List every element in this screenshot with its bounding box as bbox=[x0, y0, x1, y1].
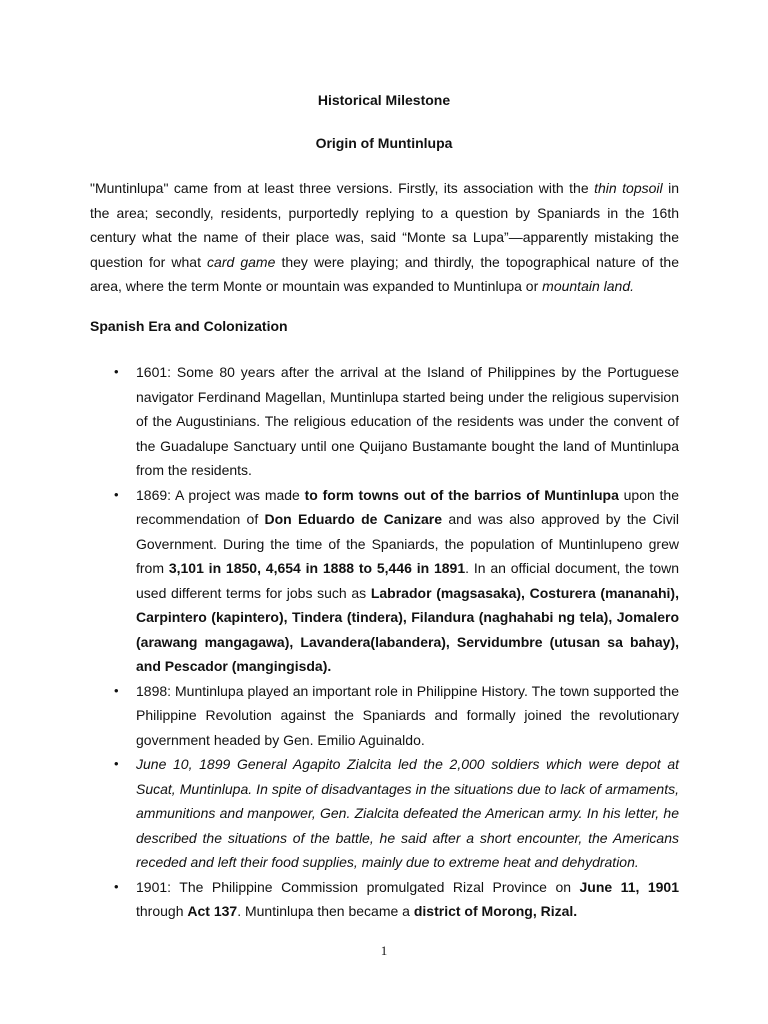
timeline-item-1901 bbox=[90, 875, 679, 924]
timeline-item-1899 bbox=[90, 752, 679, 875]
bullet-run-bold: to form towns out of the barrios of Muntinlupa bbox=[304, 486, 619, 503]
document-subtitle: Origin of Muntinlupa bbox=[315, 135, 453, 151]
intro-run: in the area; secondly, residents, purportedly replying to a question by Spaniards in the 16th century what the name of their place was, said “Monte sa Lupa”—apparently mistaking the question for what bbox=[90, 180, 679, 270]
timeline-item-1601 bbox=[90, 360, 679, 483]
bullet-run-bold: 3,101 in 1850, 4,654 in 1888 to 5,446 in 1891 bbox=[168, 560, 466, 576]
intro-run: "Muntinlupa" came from at least three versions. Firstly, its association with the bbox=[90, 180, 595, 196]
bullet-run: . In an official document, the town used different terms for jobs such as bbox=[136, 560, 680, 601]
bullet-run: upon the recommendation of bbox=[136, 486, 680, 527]
intro-run-italic: thin topsoil bbox=[594, 180, 663, 196]
section-heading: Spanish Era and Colonization bbox=[90, 318, 288, 334]
intro-run-italic: mountain land. bbox=[542, 278, 634, 294]
bullet-run-bold: district of Morong, Rizal. bbox=[413, 903, 578, 919]
intro-run-italic: card game bbox=[207, 253, 276, 270]
bullet-run: and was also approved by the Civil Government. During the time of the Spaniards, the population of Muntinlupeno grew from bbox=[136, 511, 680, 576]
bullet-run: 1898: Muntinlupa played an important role in Philippine History. The town supported the Philippine Revolution against the Spaniards and formally joined the revolutionary government headed by Gen. Emilio Aguinaldo. bbox=[136, 682, 679, 748]
timeline-item-1869 bbox=[90, 483, 679, 679]
bullet-run: through bbox=[136, 903, 188, 919]
intro-run: they were playing; and thirdly, the topographical nature of the area, where the term Monte or mountain was expanded to Muntinlupa or bbox=[90, 253, 679, 294]
bullet-run-bold: Act 137 bbox=[187, 903, 238, 919]
bullet-run: 1601: Some 80 years after the arrival at the Island of Philippines by the Portuguese navigator Ferdinand Magellan, Muntinlupa started being under the religious supervision of the Augustinians. The religious education of the residents was under the convent of the Guadalupe Sanctuary until one Quijano Bustamante bought the land of Muntinlupa from the residents. bbox=[136, 364, 679, 478]
bullet-run: . Muntinlupa then became a bbox=[237, 903, 414, 919]
bullet-run: 1901: The Philippine Commission promulgated Rizal Province on bbox=[136, 878, 580, 895]
bullet-run-bold: June 11, 1901 bbox=[579, 878, 679, 895]
bullet-run-bold: Don Eduardo de Canizare bbox=[264, 511, 443, 527]
bullet-run: 1869: A project was made bbox=[136, 486, 305, 503]
bullet-run-bold: Labrador (magsasaka), Costurera (mananahi), Carpintero (kapintero), Tindera (tindera), Filandura (naghahabi ng tela), Jomalero (arawang mangagawa), Lavandera(labandera), Servidumbre (utusan sa bahay), and Pescador (mangingisda). bbox=[136, 584, 679, 674]
timeline-item-1898 bbox=[90, 679, 679, 753]
intro-paragraph bbox=[90, 176, 679, 299]
timeline-list bbox=[90, 360, 679, 924]
document-title: Historical Milestone bbox=[317, 92, 451, 108]
page-number: 1 bbox=[380, 943, 388, 958]
bullet-run-italic: June 10, 1899 General Agapito Zialcita led the 2,000 soldiers which were depot at Sucat, Muntinlupa. In spite of disadvantages in the situations due to lack of armaments, ammunitions and manpower, Gen. Zialcita defeated the American army. In his letter, he described the situations of the battle, he said after a short encounter, the Americans receded and left their food supplies, mainly due to extreme heat and dehydration. bbox=[136, 756, 679, 870]
